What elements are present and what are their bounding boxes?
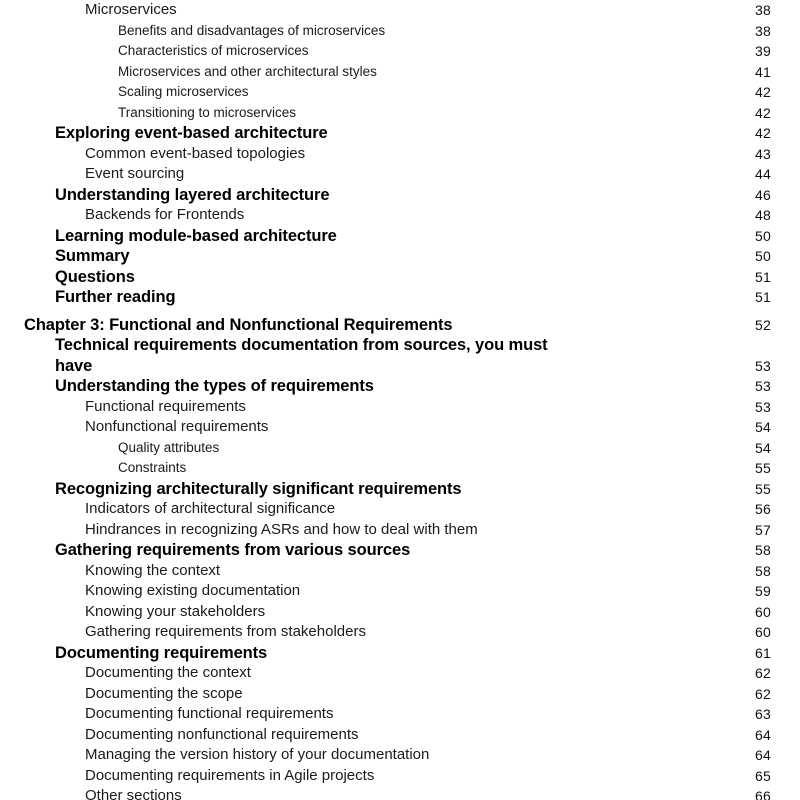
- toc-entry-title: Functional requirements: [85, 397, 246, 415]
- toc-page-number: 63: [755, 706, 771, 722]
- toc-entry-title: Event sourcing: [85, 165, 185, 182]
- toc-entry-title: Documenting requirements in Agile projects: [85, 766, 375, 784]
- toc-page-number: 60: [755, 603, 771, 620]
- toc-entry-row[interactable]: [0, 458, 800, 479]
- toc-page-number: 59: [755, 583, 771, 599]
- toc-page-number: 43: [755, 145, 771, 162]
- toc-entry-row[interactable]: [0, 561, 800, 582]
- toc-entry-row[interactable]: [0, 0, 800, 21]
- toc-entry-row[interactable]: [0, 581, 800, 602]
- toc-page-number: 53: [755, 357, 771, 374]
- toc-entry-row[interactable]: [0, 479, 800, 500]
- toc-entry-row[interactable]: [0, 123, 800, 144]
- toc-page-number: 54: [755, 439, 771, 456]
- toc-entry-title: Scaling microservices: [118, 84, 249, 99]
- toc-page-number: 51: [755, 289, 771, 305]
- toc-entry-row[interactable]: [0, 540, 800, 561]
- toc-entry-row[interactable]: [0, 417, 800, 438]
- toc-entry-title: Knowing your stakeholders: [85, 602, 266, 620]
- toc-entry-row[interactable]: [0, 205, 800, 226]
- toc-page-number: 50: [755, 248, 771, 264]
- toc-page-number: 39: [755, 43, 771, 59]
- toc-entry-title: Technical requirements documentation from sources, you must: [55, 336, 548, 354]
- section-spacer: [0, 308, 800, 315]
- toc-page-number: 62: [755, 685, 771, 702]
- toc-entry-row[interactable]: [0, 602, 800, 623]
- toc-page-number: 38: [755, 2, 771, 18]
- toc-entry-row[interactable]: [0, 786, 800, 800]
- toc-entry-row[interactable]: [0, 103, 800, 124]
- toc-entry-title: Learning module-based architecture: [55, 226, 337, 245]
- toc-entry-row[interactable]: [0, 62, 800, 83]
- toc-page-number: 55: [755, 480, 771, 497]
- toc-page-number: 60: [755, 624, 771, 640]
- toc-entry-title: Managing the version history of your documentation: [85, 746, 430, 763]
- toc-page-number: 42: [755, 84, 771, 100]
- toc-chapter-row[interactable]: [0, 315, 800, 336]
- toc-entry-row[interactable]: [0, 226, 800, 247]
- toc-entry-row[interactable]: [0, 725, 800, 746]
- toc-page-number: 57: [755, 521, 771, 538]
- toc-entry-row[interactable]: [0, 643, 800, 664]
- toc-page-number: 55: [755, 460, 771, 476]
- toc-page-number: 42: [755, 125, 771, 141]
- toc-entry-row[interactable]: [0, 356, 800, 377]
- toc-entry-title: Microservices and other architectural styles: [118, 63, 377, 79]
- toc-entry-row[interactable]: [0, 438, 800, 459]
- toc-entry-row[interactable]: [0, 622, 800, 643]
- toc-page-number: 48: [755, 207, 771, 223]
- toc-entry-title: Exploring event-based architecture: [55, 124, 328, 142]
- toc-page-number: 46: [755, 186, 771, 203]
- toc-entry-row[interactable]: [0, 397, 800, 418]
- toc-entry-title: Microservices: [85, 1, 177, 18]
- toc-entry-title: Gathering requirements from various sources: [55, 541, 411, 559]
- toc-page-number: 61: [755, 644, 771, 661]
- toc-entry-row[interactable]: [0, 376, 800, 397]
- toc-entry-title: Knowing the context: [85, 561, 221, 579]
- toc-entry-row[interactable]: [0, 704, 800, 725]
- toc-entry-title: Hindrances in recognizing ASRs and how to deal with them: [85, 520, 478, 538]
- toc-entry-row[interactable]: [0, 144, 800, 165]
- toc-entry-title: Documenting requirements: [55, 643, 268, 662]
- toc-entry-row[interactable]: [0, 684, 800, 705]
- toc-page-number: 64: [755, 726, 771, 743]
- toc-entry-title: Further reading: [55, 288, 176, 306]
- toc-entry-title: Quality attributes: [118, 439, 220, 455]
- toc-entry-title: Knowing existing documentation: [85, 582, 301, 599]
- toc-entry-title: Characteristics of microservices: [118, 43, 309, 58]
- toc-entry-title: Documenting the scope: [85, 684, 243, 702]
- toc-page-number: 65: [755, 767, 771, 784]
- toc-page-number: 62: [755, 665, 771, 681]
- toc-entry-title: Questions: [55, 267, 135, 286]
- toc-page-number: 58: [755, 562, 771, 579]
- toc-page-number: 50: [755, 227, 771, 244]
- toc-page-number: 53: [755, 378, 771, 394]
- toc-page-number: 52: [755, 316, 771, 333]
- toc-entry-row[interactable]: [0, 41, 800, 62]
- toc-entry-title: Indicators of architectural significance: [85, 500, 336, 517]
- toc-entry-row[interactable]: [0, 745, 800, 766]
- toc-entry-title: have: [55, 356, 93, 375]
- toc-entry-title: Summary: [55, 247, 130, 265]
- toc-entry-title: Transitioning to microservices: [118, 104, 297, 120]
- toc-entry-row[interactable]: [0, 766, 800, 787]
- toc-page-number: 66: [755, 788, 771, 800]
- toc-page-number: 41: [755, 63, 771, 80]
- toc-entry-row[interactable]: [0, 520, 800, 541]
- toc-page-number: 58: [755, 542, 771, 558]
- toc-page-number: 53: [755, 398, 771, 415]
- toc-entry-title: Documenting nonfunctional requirements: [85, 725, 359, 743]
- toc-chapter-title: Chapter 3: Functional and Nonfunctional Requirements: [24, 315, 453, 334]
- toc-entry-row[interactable]: [0, 267, 800, 288]
- toc-entry-title: Backends for Frontends: [85, 206, 245, 223]
- toc-page-number: 38: [755, 22, 771, 39]
- toc-entry-title: Other sections: [85, 787, 182, 800]
- toc-page-number: 56: [755, 501, 771, 517]
- toc-entry-row[interactable]: [0, 82, 800, 103]
- toc-entry-title: Constraints: [118, 460, 187, 475]
- toc-page-number: 64: [755, 747, 771, 763]
- toc-entry-row[interactable]: [0, 21, 800, 42]
- toc-entry-title: Understanding layered architecture: [55, 185, 330, 204]
- toc-entry-row[interactable]: [0, 499, 800, 520]
- toc-page-number: 51: [755, 268, 771, 285]
- toc-entry-title: Common event-based topologies: [85, 144, 306, 162]
- toc-entry-title: Documenting the context: [85, 664, 251, 681]
- toc-entry-row[interactable]: [0, 663, 800, 684]
- toc-entry-title: Recognizing architecturally significant requirements: [55, 479, 462, 498]
- toc-page-number: 54: [755, 419, 771, 435]
- toc-entry-row[interactable]: [0, 185, 800, 206]
- toc-entry-row[interactable]: [0, 287, 800, 308]
- toc-entry-title: Understanding the types of requirements: [55, 377, 374, 395]
- toc-entry-title: Benefits and disadvantages of microservices: [118, 22, 386, 38]
- toc-entry-title: Documenting functional requirements: [85, 705, 334, 722]
- toc-page-number: 42: [755, 104, 771, 121]
- toc-entry-row[interactable]: [0, 335, 800, 356]
- toc-page-number: 44: [755, 166, 771, 182]
- toc-entry-title: Nonfunctional requirements: [85, 418, 269, 435]
- toc-entry-row[interactable]: [0, 164, 800, 185]
- toc-entry-row[interactable]: [0, 246, 800, 267]
- toc-entry-title: Gathering requirements from stakeholders: [85, 623, 366, 640]
